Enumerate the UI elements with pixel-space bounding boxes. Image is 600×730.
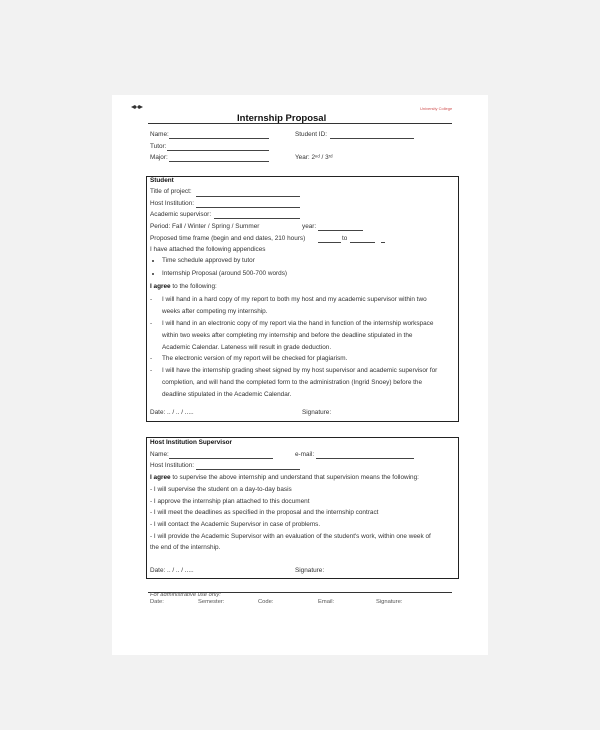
dash-marker: - (150, 320, 153, 327)
admin-heading: For administrative use only: (150, 592, 221, 598)
host-date-label: Date: .. / .. / ..... (150, 567, 194, 574)
period-year-field[interactable] (318, 230, 363, 231)
tutor-label: Tutor: (150, 143, 167, 150)
admin-email-label: Email: (318, 599, 335, 605)
dash-marker: - (150, 367, 153, 374)
project-title-field[interactable] (196, 196, 300, 197)
agree-bold: I agree (150, 474, 171, 481)
student-item-line: deadline stipulated in the Academic Calendar. (162, 391, 292, 398)
student-item-line: weeks after competing my internship. (162, 308, 268, 315)
appendix-item: Time schedule approved by tutor (162, 257, 255, 264)
host-item-line: - I will contact the Academic Supervisor in case of problems. (150, 521, 321, 528)
agree-bold: I agree (150, 283, 171, 290)
university-logo-icon (131, 104, 143, 110)
dash-marker: - (150, 296, 153, 303)
dash-marker: - (150, 355, 153, 362)
host-email-label: e-mail: (295, 451, 315, 458)
timeframe-to-label: to (342, 235, 348, 242)
project-title-label: Title of project: (150, 188, 192, 195)
student-id-label: Student ID: (295, 131, 327, 138)
timeframe-end-field[interactable] (350, 242, 375, 243)
host-item-line: - I approve the internship plan attached to this document (150, 498, 310, 505)
year-label: Year: 2ⁿᵈ / 3ʳᵈ (295, 154, 333, 161)
host-email-field[interactable] (316, 458, 414, 459)
student-item-line: I will hand in a hard copy of my report to both my host and my academic supervisor within two (162, 296, 427, 303)
student-item-line: I will hand in an electronic copy of my report via the hand in function of the internship workspace (162, 320, 434, 327)
student-date-label: Date: .. / .. / ..... (150, 409, 194, 416)
header-watermark: University College (420, 106, 453, 111)
attached-label: I have attached the following appendices (150, 246, 266, 253)
host-agree-line (150, 474, 419, 482)
host-institution-field[interactable] (196, 469, 300, 470)
academic-supervisor-label: Academic supervisor: (150, 211, 212, 218)
period-label: Period: Fall / Winter / Spring / Summer (150, 223, 260, 230)
admin-date-label: Date: (150, 599, 164, 605)
timeframe-extra-field[interactable] (381, 242, 385, 243)
name-field[interactable] (169, 138, 269, 139)
student-item-line: I will have the internship grading sheet signed by my host supervisor and academic supervisor for (162, 367, 438, 374)
major-field[interactable] (169, 161, 269, 162)
appendix-item: Internship Proposal (around 500-700 words) (162, 270, 288, 277)
host-name-label: Name: (150, 451, 169, 458)
host-institution-label: Host Institution: (150, 462, 195, 469)
host-heading: Host Institution Supervisor (150, 439, 233, 446)
student-item-line: Academic Calendar. Lateness will result in grade deduction. (162, 344, 332, 351)
admin-signature-label: Signature: (376, 599, 403, 605)
timeframe-label: Proposed time frame (begin and end dates, 210 hours) (150, 235, 306, 242)
host-institution-label: Host Institution: (150, 200, 195, 207)
host-institution-field[interactable] (196, 207, 300, 208)
tutor-field[interactable] (167, 150, 269, 151)
host-signature-label: Signature: (295, 567, 325, 574)
student-item-line: The electronic version of my report will be checked for plagiarism. (162, 355, 348, 362)
host-name-field[interactable] (169, 458, 273, 459)
name-label: Name: (150, 131, 169, 138)
period-year-label: year: (302, 223, 317, 230)
student-item-line: completion, and will hand the completed form to the administration (Ingrid Snoey) before the (162, 379, 423, 386)
agree-rest: to the following: (170, 283, 217, 290)
admin-semester-label: Semester: (198, 599, 225, 605)
academic-supervisor-field[interactable] (214, 218, 300, 219)
page-title: Internship Proposal (237, 113, 327, 124)
student-id-field[interactable] (330, 138, 414, 139)
host-item-line: - I will supervise the student on a day-to-day basis (150, 486, 292, 493)
student-agree-line (150, 283, 217, 291)
host-item-line: - I will provide the Academic Supervisor with an evaluation of the student's work, within one week of (150, 533, 431, 540)
student-item-line: within two weeks after completing my internship and before the deadline stipulated in the (162, 332, 413, 339)
admin-code-label: Code: (258, 599, 274, 605)
timeframe-start-field[interactable] (318, 242, 341, 243)
agree-rest: to supervise the above internship and understand that supervision means the following: (170, 474, 419, 481)
student-heading: Student (150, 177, 174, 184)
host-item-line: the end of the internship. (150, 544, 221, 551)
host-item-line: - I will meet the deadlines as specified in the proposal and the internship contract (150, 509, 379, 516)
title-rule (148, 123, 452, 124)
student-signature-label: Signature: (302, 409, 332, 416)
major-label: Major: (150, 154, 168, 161)
